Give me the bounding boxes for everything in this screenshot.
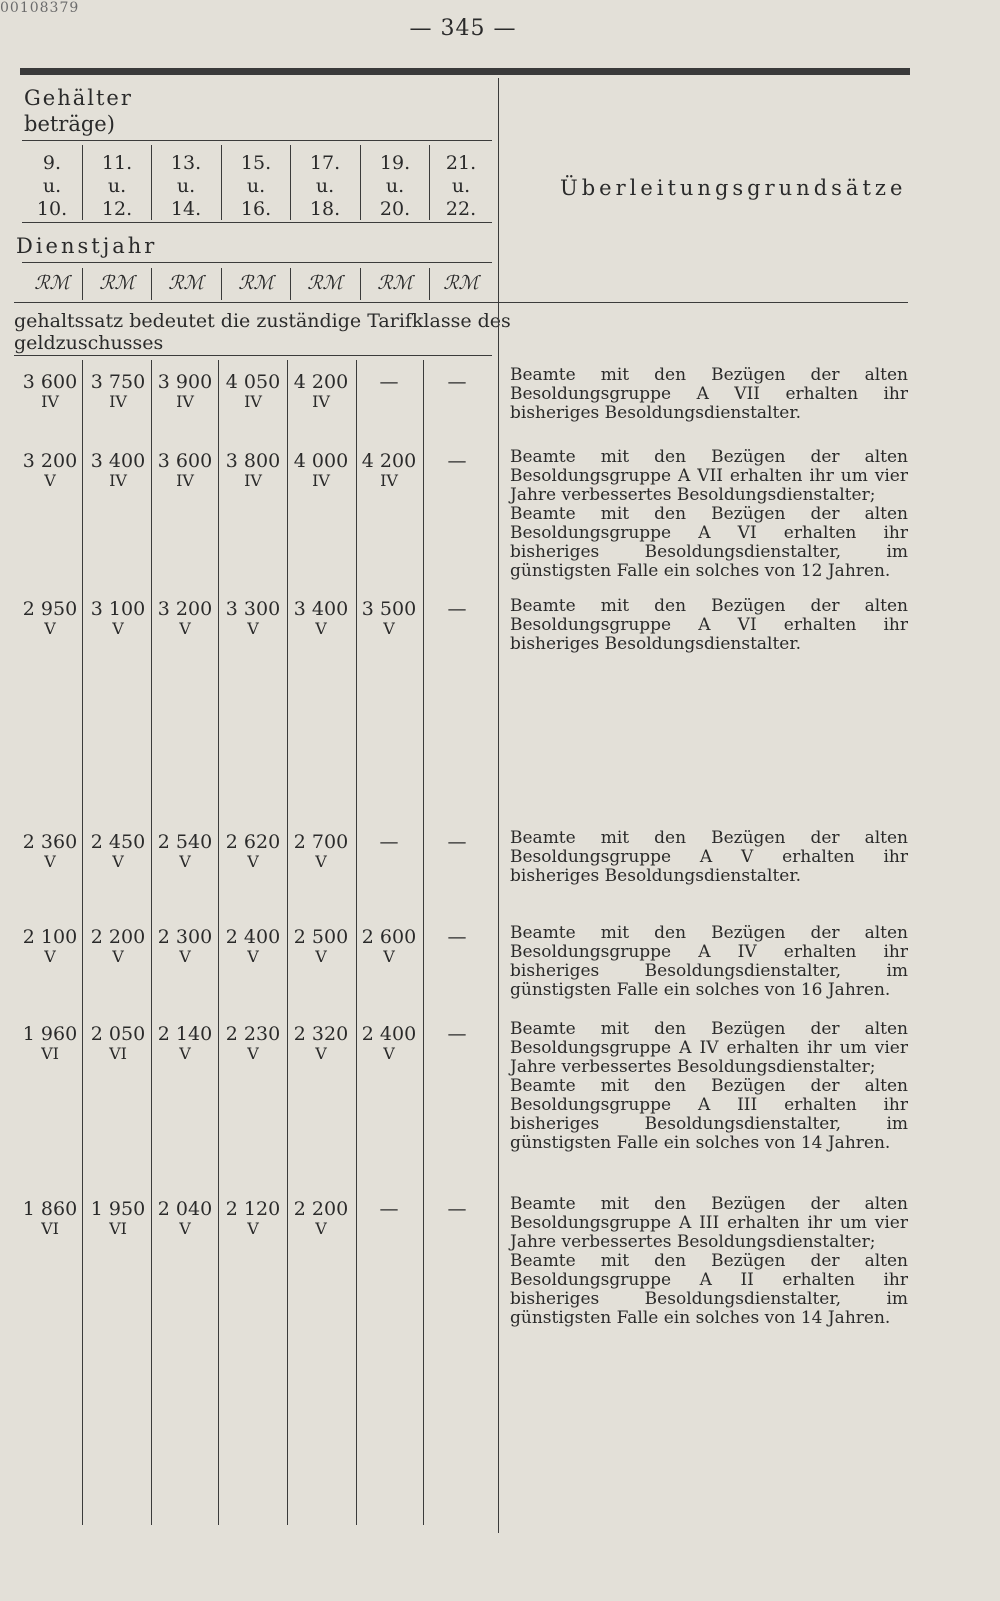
tariff-class: IV [176,392,194,411]
salary-cell [357,373,421,392]
salary-value: 3 900 [157,371,213,393]
transition-rule [510,597,908,654]
col-sep [360,145,361,220]
tariff-class: V [179,1044,191,1063]
rule-paragraph: Beamte mit den Bezügen der alten Besoldungsgruppe A VII erhalten ihr bisheriges Besoldungsdienstalter. [510,365,908,423]
salary-cell [86,1025,150,1063]
col-sep [429,145,430,220]
tariff-class: V [247,947,259,966]
tariff-class: V [315,852,327,871]
salary-cell [153,1025,217,1063]
header-note-line1: gehaltssatz bedeutet die zuständige Tarifklasse des [14,310,511,332]
tariff-class: V [247,1044,259,1063]
tariff-class: V [383,1044,395,1063]
salary-value: 3 600 [22,371,78,393]
salary-cell [221,833,285,871]
tariff-class: V [179,619,191,638]
tariff-class: VI [41,1044,59,1063]
col-sep [151,360,152,1525]
salary-value: 2 540 [157,831,213,853]
salary-value: 3 800 [225,450,281,472]
tariff-class: VI [109,1219,127,1238]
tariff-class: V [383,619,395,638]
header-row-label: Dienstjahr [16,234,158,258]
transition-rule [510,366,908,423]
col-sep [360,268,361,300]
salary-cell [425,1025,489,1044]
salary-value: 1 860 [22,1198,78,1220]
col-sep [151,145,152,220]
salary-value: 2 600 [361,926,417,948]
salary-value: 2 200 [293,1198,349,1220]
tariff-class: VI [41,1219,59,1238]
tariff-class: IV [312,392,330,411]
rule-paragraph: Beamte mit den Bezügen der alten Besoldungsgruppe A VI erhalten ihr bisheriges Besoldungsdienstalter, im günstigsten Falle ein solches von 12 Jahren. [510,504,908,581]
tariff-class: V [179,852,191,871]
salary-cell [289,600,353,638]
salary-value: 2 230 [225,1023,281,1045]
header-title-line2: beträge) [24,112,115,136]
col-header-3: 13. u. 14. [170,152,202,220]
header-note-line2: geldzuschusses [14,332,164,354]
header-right-title: Überleitungsgrundsätze [560,176,907,200]
salary-value: 3 300 [225,598,281,620]
salary-cell [425,928,489,947]
col-sep [82,360,83,1525]
rule-paragraph: Beamte mit den Bezügen der alten Besoldungsgruppe A IV erhalten ihr um vier Jahre verbessertes Besoldungsdienstalter; [510,1019,908,1077]
salary-cell [221,1200,285,1238]
salary-cell [425,600,489,619]
tariff-class: V [179,947,191,966]
col-sep [218,360,219,1525]
col-sep [82,145,83,220]
salary-value: 2 620 [225,831,281,853]
col-sep [290,145,291,220]
unit-label: ℛℳ [377,272,413,294]
salary-cell [18,1025,82,1063]
salary-cell [289,373,353,411]
transition-rule [510,1020,908,1153]
salary-value: — [379,1198,399,1220]
salary-value: 4 000 [293,450,349,472]
col-sep [290,268,291,300]
salary-cell [221,373,285,411]
salary-value: — [447,371,467,393]
salary-value: 2 200 [90,926,146,948]
salary-value: — [447,1023,467,1045]
col-sep [221,268,222,300]
col-sep [287,360,288,1525]
unit-label: ℛℳ [168,272,204,294]
transition-rule [510,1195,908,1328]
tariff-class: IV [312,471,330,490]
salary-value: 2 360 [22,831,78,853]
salary-value: 2 400 [225,926,281,948]
col-sep [151,268,152,300]
col-header-1: 9. u. 10. [36,152,68,220]
col-header-5: 17. u. 18. [309,152,341,220]
salary-cell [86,373,150,411]
page-number: — 345 — [409,16,517,41]
salary-value: 1 950 [90,1198,146,1220]
tariff-class: IV [109,471,127,490]
transition-rule [510,829,908,886]
rule-paragraph: Beamte mit den Bezügen der alten Besoldungsgruppe A II erhalten ihr bisheriges Besoldungsdienstalter, im günstigsten Falle ein solches von 14 Jahren. [510,1251,908,1328]
salary-value: 2 500 [293,926,349,948]
salary-cell [18,833,82,871]
unit-label: ℛℳ [238,272,274,294]
unit-label: ℛℳ [99,272,135,294]
salary-cell [357,452,421,490]
salary-value: 2 120 [225,1198,281,1220]
salary-cell [289,452,353,490]
rule-paragraph: Beamte mit den Bezügen der alten Besoldungsgruppe A VI erhalten ihr bisheriges Besoldungsdienstalter. [510,596,908,654]
salary-value: 4 200 [293,371,349,393]
salary-cell [18,1200,82,1238]
salary-cell [289,1200,353,1238]
salary-value: 2 040 [157,1198,213,1220]
tariff-class: V [315,947,327,966]
salary-value: 2 400 [361,1023,417,1045]
col-header-7: 21. u. 22. [445,152,477,220]
salary-cell [18,373,82,411]
salary-cell [153,373,217,411]
col-header-6: 19. u. 20. [379,152,411,220]
tariff-class: V [112,619,124,638]
salary-cell [289,833,353,871]
tariff-class: IV [41,392,59,411]
salary-value: 2 300 [157,926,213,948]
salary-cell [86,833,150,871]
tariff-class: IV [176,471,194,490]
unit-label: ℛℳ [443,272,479,294]
tariff-class: IV [244,392,262,411]
salary-value: 3 200 [22,450,78,472]
salary-cell [289,1025,353,1063]
salary-cell [18,600,82,638]
tariff-class: V [179,1219,191,1238]
tariff-class: V [112,947,124,966]
tariff-class: V [44,852,56,871]
salary-value: — [379,831,399,853]
rule-under-note [14,355,492,356]
salary-cell [425,833,489,852]
salary-cell [357,928,421,966]
salary-value: 2 140 [157,1023,213,1045]
salary-value: 4 050 [225,371,281,393]
salary-cell [153,833,217,871]
salary-cell [86,452,150,490]
tariff-class: V [112,852,124,871]
main-divider [498,78,499,1533]
salary-cell [153,928,217,966]
salary-cell [86,928,150,966]
salary-value: — [447,450,467,472]
salary-cell [289,928,353,966]
salary-value: — [447,926,467,948]
col-sep [429,268,430,300]
salary-cell [86,600,150,638]
salary-value: 2 320 [293,1023,349,1045]
salary-value: — [447,831,467,853]
tariff-class: V [247,1219,259,1238]
salary-cell [425,452,489,471]
tariff-class: IV [380,471,398,490]
salary-value: 1 960 [22,1023,78,1045]
col-header-2: 11. u. 12. [101,152,133,220]
scan-id: 00108379 [0,0,80,16]
salary-cell [153,452,217,490]
rule-paragraph: Beamte mit den Bezügen der alten Besoldungsgruppe A IV erhalten ihr bisheriges Besoldungsdienstalter, im günstigsten Falle ein solches von 16 Jahren. [510,923,908,1000]
salary-value: 2 050 [90,1023,146,1045]
salary-value: 4 200 [361,450,417,472]
tariff-class: V [44,471,56,490]
rule-under-units [14,302,908,303]
salary-value: 3 400 [90,450,146,472]
salary-value: 2 450 [90,831,146,853]
rule-paragraph: Beamte mit den Bezügen der alten Besoldungsgruppe A III erhalten ihr bisheriges Besoldungsdienstalter, im günstigsten Falle ein solches von 14 Jahren. [510,1076,908,1153]
salary-value: — [447,598,467,620]
salary-value: 2 950 [22,598,78,620]
salary-cell [357,1200,421,1219]
tariff-class: V [44,947,56,966]
salary-cell [357,1025,421,1063]
tariff-class: IV [244,471,262,490]
header-title-line1: Gehälter [24,86,133,110]
salary-value: — [447,1198,467,1220]
salary-cell [357,833,421,852]
transition-rule [510,924,908,1000]
salary-cell [18,928,82,966]
salary-value: — [379,371,399,393]
rule-paragraph: Beamte mit den Bezügen der alten Besoldungsgruppe A III erhalten ihr um vier Jahre verbessertes Besoldungsdienstalter; [510,1194,908,1252]
col-sep [221,145,222,220]
salary-value: 2 100 [22,926,78,948]
rule-paragraph: Beamte mit den Bezügen der alten Besoldungsgruppe A V erhalten ihr bisheriges Besoldungsdienstalter. [510,828,908,886]
salary-value: 2 700 [293,831,349,853]
salary-cell [86,1200,150,1238]
salary-cell [425,373,489,392]
salary-cell [357,600,421,638]
salary-cell [221,600,285,638]
transition-rule [510,448,908,581]
salary-cell [153,1200,217,1238]
rule-under-title [22,140,492,141]
tariff-class: V [247,852,259,871]
rule-under-years [22,222,492,223]
rule-paragraph: Beamte mit den Bezügen der alten Besoldungsgruppe A VII erhalten ihr um vier Jahre verbessertes Besoldungsdienstalter; [510,447,908,505]
salary-value: 3 500 [361,598,417,620]
salary-value: 3 750 [90,371,146,393]
salary-value: 3 200 [157,598,213,620]
tariff-class: V [44,619,56,638]
tariff-class: V [315,1044,327,1063]
tariff-class: V [315,619,327,638]
col-header-4: 15. u. 16. [240,152,272,220]
salary-cell [18,452,82,490]
tariff-class: V [383,947,395,966]
unit-label: ℛℳ [34,272,70,294]
salary-cell [221,928,285,966]
tariff-class: IV [109,392,127,411]
salary-cell [221,452,285,490]
tariff-class: VI [109,1044,127,1063]
col-sep [82,268,83,300]
unit-label: ℛℳ [307,272,343,294]
salary-value: 3 600 [157,450,213,472]
salary-cell [221,1025,285,1063]
salary-value: 3 100 [90,598,146,620]
salary-cell [425,1200,489,1219]
rule-under-label [22,262,492,263]
header-rule [20,68,910,75]
salary-cell [153,600,217,638]
salary-value: 3 400 [293,598,349,620]
tariff-class: V [315,1219,327,1238]
col-sep [423,360,424,1525]
tariff-class: V [247,619,259,638]
